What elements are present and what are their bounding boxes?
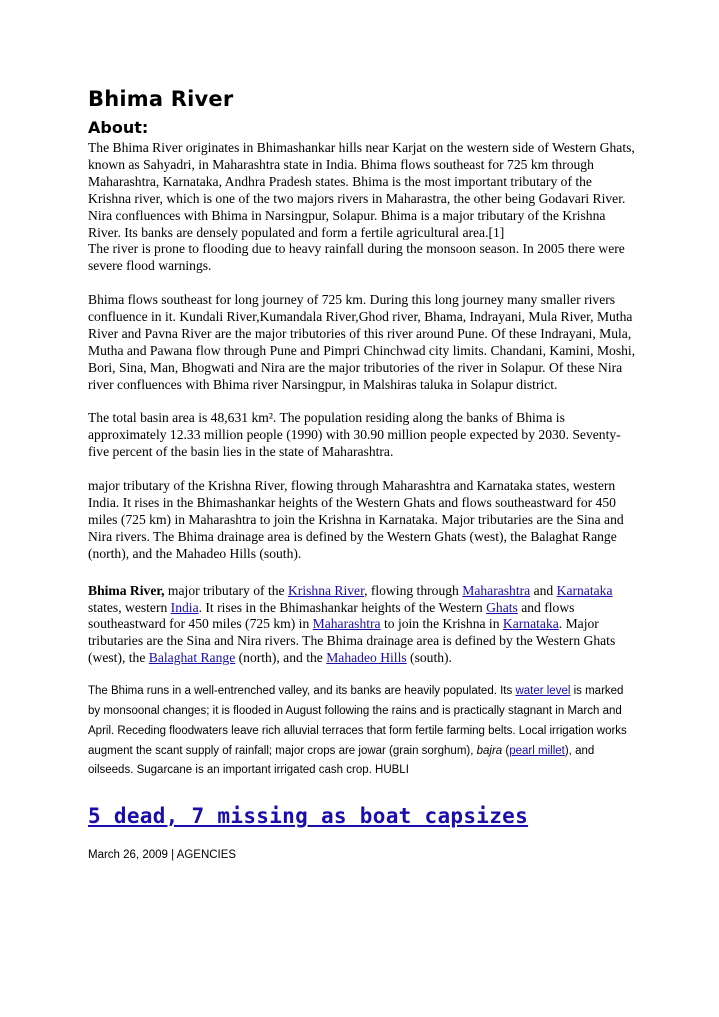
text-run: (north), and the [235, 650, 327, 666]
text-run: is marked by monsoonal changes; it is flooded in August following the rains and is practically stagnant in March and April. Receding floodwaters leave rich alluvial terraces that form fertile farming belts. Local irrigation works augment the scant supply of rainfall; major crops are jowar (grain sorghum), [88, 685, 627, 757]
text-run: ( [502, 744, 510, 757]
india-link[interactable]: India [170, 599, 199, 615]
lead-bold-text: Bhima River, [88, 582, 165, 598]
mahadeo-hills-link[interactable]: Mahadeo Hills [326, 650, 407, 666]
about-heading: About: [88, 118, 149, 137]
tributary-paragraph: major tributary of the Krishna River, flowing through Maharashtra and Karnataka states, western India. It rises in the Bhimashankar heights of the Western Ghats and flows southeastward for 450 miles (725 km) in Maharashtra to join the Krishna in Karnataka. Major tributaries are the Sina and Nira rivers. The Bhima drainage area is defined by the Western Ghats (west), the Balaghat Range (north), and the Mahadeo Hills (south). [88, 478, 624, 561]
text-run: , flowing through [364, 582, 463, 598]
ghats-link[interactable]: Ghats [486, 599, 518, 615]
text-run: ), and oilseeds. Sugarcane is an important irrigated cash crop. HUBLI [88, 744, 595, 777]
news-headline-link[interactable]: 5 dead, 7 missing as boat capsizes [88, 804, 529, 829]
basin-paragraph: The total basin area is 48,631 km². The population residing along the banks of Bhima is approximately 12.33 million people (1990) with 30.90 million people expected by 2030. Seventy-five percent of the basin lies in the state of Maharashtra. [88, 410, 621, 460]
krishna-river-link[interactable]: Krishna River [287, 582, 365, 598]
karnataka-link[interactable]: Karnataka [556, 582, 613, 598]
text-run: . Major tributaries are the Sina and Nira rivers. The Bhima drainage area is defined by the Western Ghats (west), the [88, 616, 616, 666]
text-run: to join the Krishna in [380, 616, 503, 632]
valley-paragraph [88, 682, 636, 781]
text-run: and [530, 582, 557, 598]
balaghat-range-link[interactable]: Balaghat Range [148, 650, 236, 666]
maharashtra-link-2[interactable]: Maharashtra [312, 616, 381, 632]
document-page [88, 86, 636, 863]
karnataka-link-2[interactable]: Karnataka [502, 616, 559, 632]
text-run: major tributary of the [164, 582, 288, 598]
news-headline [88, 803, 636, 829]
text-run: . It rises in the Bhimashankar heights of the Western [198, 599, 487, 615]
bajra-italic: bajra [476, 744, 503, 757]
news-dateline: March 26, 2009 | AGENCIES [88, 849, 237, 862]
about-paragraph-1: The Bhima River originates in Bhimashankar hills near Karjat on the western side of Western Ghats, known as Sahyadri, in Maharashtra state in India. Bhima flows southeast for 725 km through Maharashtra, Karnataka, Andhra Pradesh states. Bhima is the most important tributary of the Krishna river, which is one of the two majors rivers in Maharastra, the other being Godavari River. Nira confluences with Bhima in Narsingpur, Solapur. Bhima is a major tributary of the Krishna River. Its banks are densely populated and form a fertile agricultural area.[1] [88, 140, 635, 240]
water-level-link[interactable]: water level [515, 685, 571, 698]
about-paragraph-2: The river is prone to flooding due to heavy rainfall during the monsoon season. In 2005 there were severe flood warnings. [88, 241, 625, 274]
pearl-millet-link[interactable]: pearl millet [509, 744, 565, 757]
tributaries-paragraph: Bhima flows southeast for long journey of 725 km. During this long journey many smaller rivers confluence in it. Kundali River,Kumandala River,Ghod river, Bhama, Indrayani, Mula River, Mutha River and Pavna River are the major tributories of this river around Pune. Of these Indrayani, Mula, Mutha and Pawana flow through Pune and Pimpri Chinchwad city limits. Chandani, Kamini, Moshi, Bori, Sina, Man, Bhogwati and Nira are the major tributories of the river in Solapur. Of these Nira river confluences with Bhima river Narsingpur, in Malshiras taluka in Solapur district. [88, 292, 636, 392]
text-run: states, western [88, 599, 171, 615]
text-run: The Bhima runs in a well-entrenched valley, and its banks are heavily populated. Its [88, 685, 516, 698]
text-run: and flows southeastward for 450 miles (725 km) in [88, 599, 575, 632]
page-title: Bhima River [88, 87, 234, 111]
linked-paragraph [88, 583, 636, 668]
text-run: (south). [406, 650, 452, 666]
maharashtra-link[interactable]: Maharashtra [462, 582, 531, 598]
